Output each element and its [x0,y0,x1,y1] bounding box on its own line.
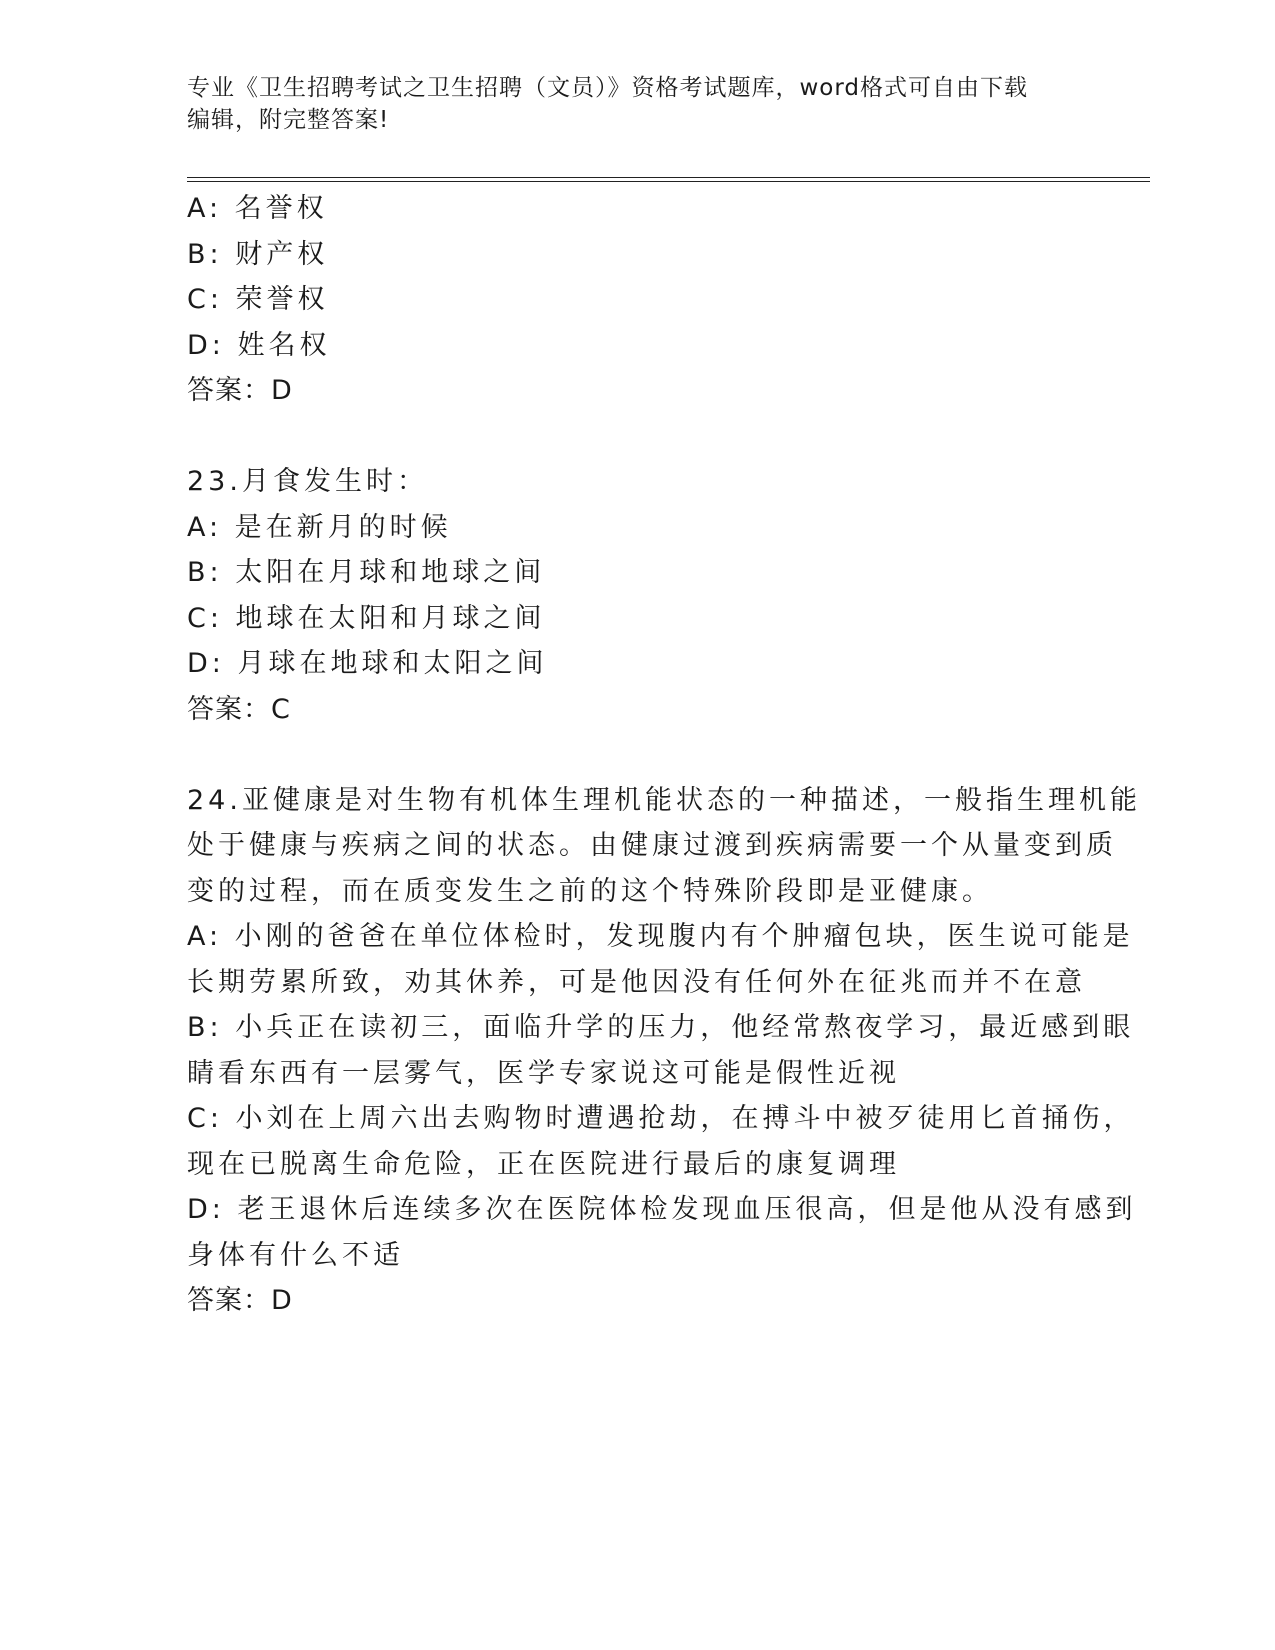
option-b: B: 太阳在月球和地球之间 [187,557,546,588]
option-c-line-2: 现在已脱离生命危险，正在医院进行最后的康复调理 [187,1148,900,1180]
question-22 [187,186,1067,414]
option-a: A: 是在新月的时候 [187,511,452,543]
question-content [187,186,1141,1324]
option-a: A: 名誉权 [187,193,328,224]
answer-label: 答案：D [187,1285,293,1316]
option-d: D: 月球在地球和太阳之间 [187,648,548,679]
document-header [187,72,1067,136]
option-b: B: 财产权 [187,238,329,270]
option-a-line-1: A: 小刚的爸爸在单位体检时，发现腹内有个肿瘤包块，医生说可能是 [187,921,1134,952]
option-d: D: 姓名权 [187,329,331,361]
question-23 [187,459,1067,732]
answer-label: 答案：C [187,693,291,725]
spacer [187,732,1087,778]
option-d-line-2: 身体有什么不适 [187,1239,404,1271]
question-24 [187,778,1141,1324]
answer-label: 答案：D [187,375,293,406]
option-c-line-1: C: 小刘在上周六出去购物时遭遇抢劫，在搏斗中被歹徒用匕首捅伤， [187,1103,1135,1134]
header-line-2: 编辑，附完整答案! [187,107,390,133]
option-b-line-1: B: 小兵正在读初三，面临升学的压力，他经常熬夜学习，最近感到眼 [187,1012,1135,1043]
question-text-line-2: 处于健康与疾病之间的状态。由健康过渡到疾病需要一个从量变到质 [187,830,1117,861]
option-a-line-2: 长期劳累所致，劝其休养，可是他因没有任何外在征兆而并不在意 [187,966,1086,998]
option-c: C: 地球在太阳和月球之间 [187,602,546,634]
question-text-line-3: 变的过程，而在质变发生之前的这个特殊阶段即是亚健康。 [187,875,993,907]
option-c: C: 荣誉权 [187,284,329,315]
option-b-line-2: 睛看东西有一层雾气，医学专家说这可能是假性近视 [187,1057,900,1089]
spacer [187,414,1087,460]
question-text: 23.月食发生时： [187,466,428,497]
header-divider-top [187,177,1150,178]
header-line-1: 专业《卫生招聘考试之卫生招聘（文员）》资格考试题库，word格式可自由下载 [187,75,1029,101]
question-text-line-1: 24.亚健康是对生物有机体生理机能状态的一种描述，一般指生理机能 [187,784,1141,816]
header-divider-bottom [187,181,1150,182]
option-d-line-1: D: 老王退休后连续多次在医院体检发现血压很高，但是他从没有感到 [187,1194,1137,1225]
